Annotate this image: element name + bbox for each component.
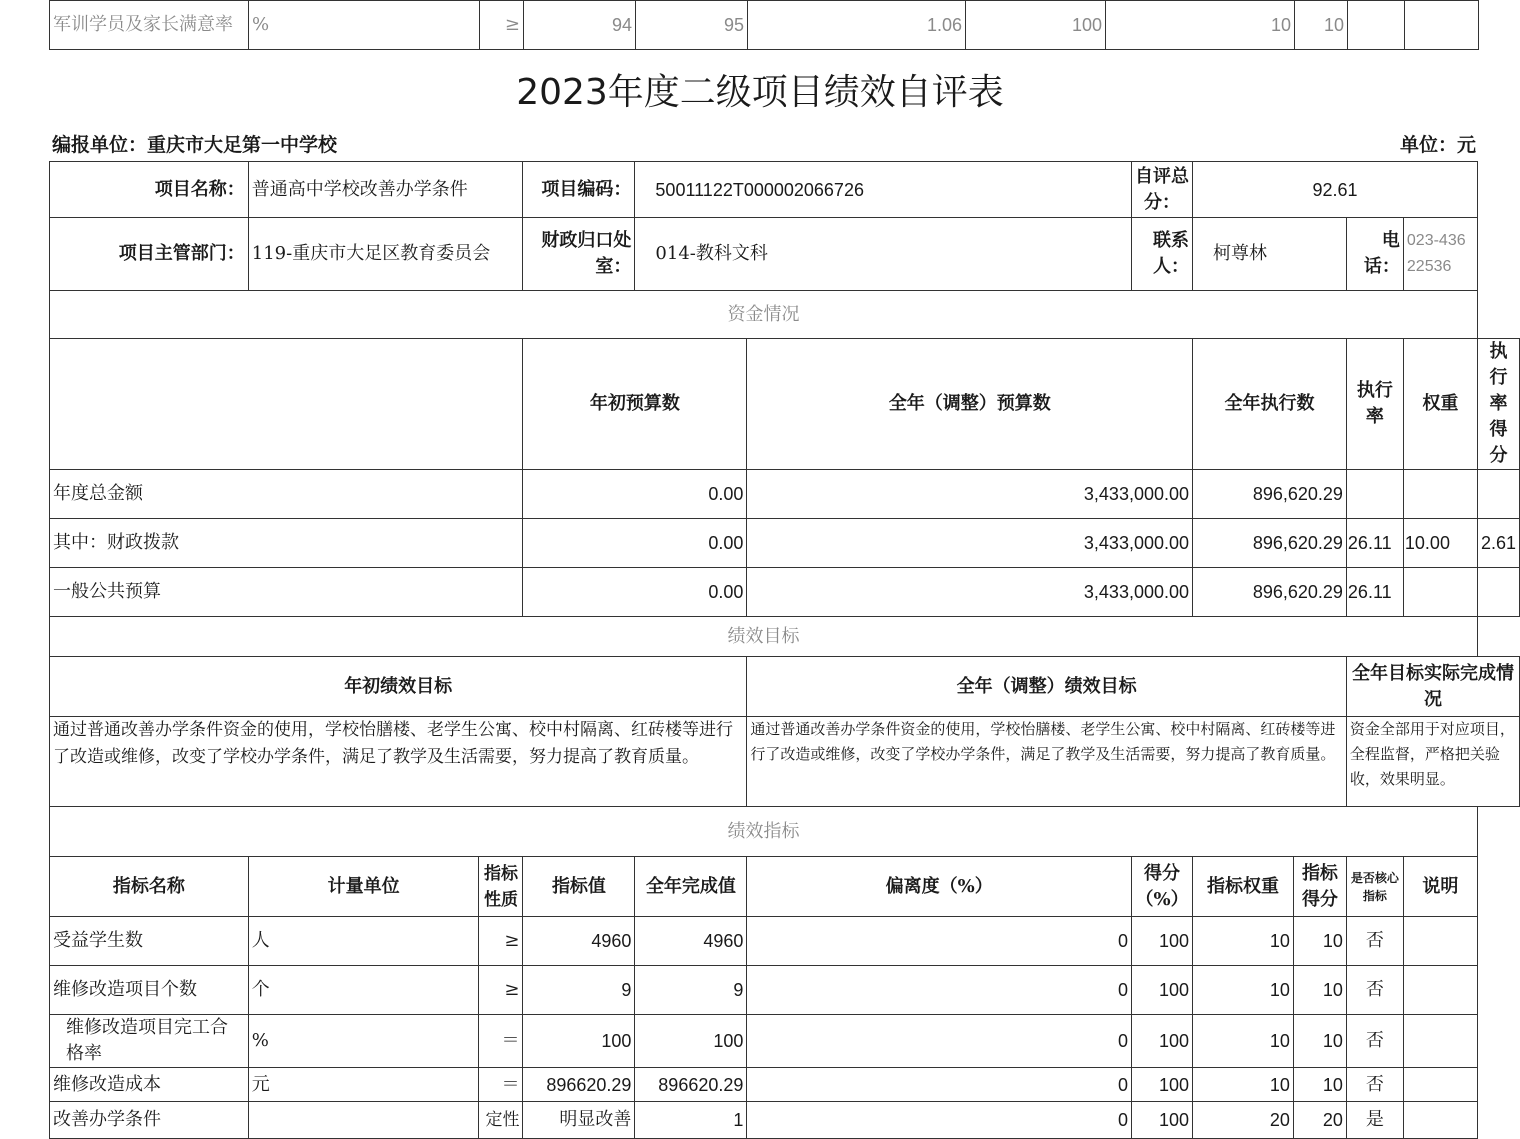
self-score-label: 自评总分： <box>1132 162 1193 218</box>
indicator-name: 维修改造成本 <box>50 1068 249 1102</box>
indicator-actual: 4960 <box>635 917 747 966</box>
indicator-weight: 10 <box>1193 1068 1294 1102</box>
indicator-earned: 20 <box>1293 1102 1346 1139</box>
indicators-header-row <box>50 857 1520 917</box>
report-unit: 编报单位：重庆市大足第一中学校 <box>52 134 338 156</box>
table-row <box>50 1102 1520 1139</box>
funds-row-label: 其中：财政拨款 <box>50 519 523 568</box>
funds-header-weight: 权重 <box>1403 339 1477 470</box>
dept-label: 项目主管部门： <box>50 218 249 291</box>
indicator-deviation: 0 <box>747 1068 1132 1102</box>
ind-header-weight: 指标权重 <box>1193 857 1294 917</box>
table-row <box>50 470 1520 519</box>
indicator-note <box>1403 1102 1477 1139</box>
continuation-table <box>49 0 1479 50</box>
indicator-deviation: 1.06 <box>748 1 966 50</box>
funds-section-row <box>50 291 1520 339</box>
goals-actual-text: 资金全部用于对应项目，全程监督，严格把关验收，效果明显。 <box>1346 717 1519 807</box>
indicator-nature: ≥ <box>479 917 523 966</box>
funds-rate-score <box>1477 568 1519 617</box>
indicator-actual: 95 <box>636 1 748 50</box>
indicators-section-row <box>50 807 1520 857</box>
project-code-label: 项目编码： <box>523 162 635 218</box>
goals-header-actual: 全年目标实际完成情况 <box>1346 657 1519 717</box>
table-row <box>50 519 1520 568</box>
project-row-2 <box>50 218 1520 291</box>
table-row <box>50 1015 1520 1068</box>
table-row <box>50 568 1520 617</box>
goals-section-row <box>50 617 1520 657</box>
indicator-target: 94 <box>524 1 636 50</box>
page-title: 2023年度二级项目绩效自评表 <box>516 72 1004 113</box>
indicator-deviation: 0 <box>747 1102 1132 1139</box>
indicator-weight: 10 <box>1193 966 1294 1015</box>
project-name-label: 项目名称： <box>50 162 249 218</box>
goals-initial-text: 通过普通改善办学条件资金的使用，学校怡膳楼、老学生公寓、校中村隔离、红砖楼等进行了改造或维修，改变了学校办学条件，满足了教学及生活需要，努力提高了教育质量。 <box>50 717 747 807</box>
contact-person: 柯尊林 <box>1193 218 1347 291</box>
indicator-core: 否 <box>1346 1015 1403 1068</box>
funds-rate: 26.11 <box>1346 519 1403 568</box>
indicator-name: 改善办学条件 <box>50 1102 249 1139</box>
ind-header-deviation: 偏离度（%） <box>747 857 1132 917</box>
indicator-core: 否 <box>1346 1068 1403 1102</box>
indicator-core <box>1348 1 1405 50</box>
indicator-unit <box>248 1102 479 1139</box>
indicator-target: 896620.29 <box>523 1068 635 1102</box>
indicator-name: 受益学生数 <box>50 917 249 966</box>
indicator-nature: ＝ <box>479 1068 523 1102</box>
funds-row-label: 一般公共预算 <box>50 568 523 617</box>
funds-section-title: 资金情况 <box>50 291 1478 339</box>
indicator-score: 100 <box>1132 1015 1193 1068</box>
indicator-name: 维修改造项目完工合格率 <box>50 1015 249 1068</box>
indicator-weight: 10 <box>1193 1015 1294 1068</box>
funds-initial: 0.00 <box>523 568 747 617</box>
indicator-score: 100 <box>1132 917 1193 966</box>
indicator-score: 100 <box>1132 966 1193 1015</box>
funds-header-blank <box>50 339 523 470</box>
indicator-score: 100 <box>1132 1102 1193 1139</box>
indicator-earned: 10 <box>1295 1 1348 50</box>
phone-label: 电话： <box>1346 218 1403 291</box>
indicator-note <box>1403 917 1477 966</box>
finance-office: 014-教科文科 <box>635 218 1132 291</box>
ind-header-note: 说明 <box>1403 857 1477 917</box>
project-name: 普通高中学校改善办学条件 <box>248 162 523 218</box>
ind-header-core: 是否核心指标 <box>1346 857 1403 917</box>
indicator-nature: ＝ <box>479 1015 523 1068</box>
indicator-note <box>1403 966 1477 1015</box>
contact-label: 联系人： <box>1132 218 1193 291</box>
funds-header-row <box>50 339 1520 470</box>
funds-initial: 0.00 <box>523 470 747 519</box>
indicator-deviation: 0 <box>747 1015 1132 1068</box>
goals-header-initial: 年初绩效目标 <box>50 657 747 717</box>
funds-executed: 896,620.29 <box>1193 519 1347 568</box>
ind-header-score: 得分（%） <box>1132 857 1193 917</box>
indicator-earned: 10 <box>1293 966 1346 1015</box>
funds-executed: 896,620.29 <box>1193 470 1347 519</box>
funds-row-label: 年度总金额 <box>50 470 523 519</box>
funds-header-initial: 年初预算数 <box>523 339 747 470</box>
project-row-1 <box>50 162 1520 218</box>
table-row <box>50 1068 1520 1102</box>
funds-weight: 10.00 <box>1403 519 1477 568</box>
indicator-earned: 10 <box>1293 1068 1346 1102</box>
indicator-target: 100 <box>523 1015 635 1068</box>
indicator-core: 否 <box>1346 917 1403 966</box>
indicator-name: 维修改造项目个数 <box>50 966 249 1015</box>
indicator-target: 明显改善 <box>523 1102 635 1139</box>
goals-adjusted-text: 通过普通改善办学条件资金的使用，学校怡膳楼、老学生公寓、校中村隔离、红砖楼等进行了改造或维修，改变了学校办学条件，满足了教学及生活需要，努力提高了教育质量。 <box>747 717 1347 807</box>
ind-header-name: 指标名称 <box>50 857 249 917</box>
funds-header-rate: 执行率 <box>1346 339 1403 470</box>
ind-header-target: 指标值 <box>523 857 635 917</box>
funds-header-rate-score: 执行率得分 <box>1477 339 1519 470</box>
funds-header-executed: 全年执行数 <box>1193 339 1347 470</box>
indicator-actual: 100 <box>635 1015 747 1068</box>
dept: 119-重庆市大足区教育委员会 <box>248 218 523 291</box>
goals-header-row <box>50 657 1520 717</box>
funds-weight <box>1403 568 1477 617</box>
indicator-note <box>1403 1015 1477 1068</box>
indicator-nature: ≥ <box>479 966 523 1015</box>
ind-header-unit: 计量单位 <box>248 857 479 917</box>
indicator-unit: % <box>248 1015 479 1068</box>
indicator-unit: 个 <box>248 966 479 1015</box>
funds-adjusted: 3,433,000.00 <box>747 470 1193 519</box>
indicator-unit: 人 <box>248 917 479 966</box>
indicator-note <box>1403 1068 1477 1102</box>
funds-rate <box>1346 470 1403 519</box>
funds-rate: 26.11 <box>1346 568 1403 617</box>
self-score: 92.61 <box>1193 162 1478 218</box>
indicator-earned: 10 <box>1293 917 1346 966</box>
indicator-weight: 10 <box>1193 917 1294 966</box>
indicator-name: 军训学员及家长满意率 <box>50 1 249 50</box>
funds-adjusted: 3,433,000.00 <box>747 568 1193 617</box>
funds-adjusted: 3,433,000.00 <box>747 519 1193 568</box>
indicator-score: 100 <box>1132 1068 1193 1102</box>
finance-label: 财政归口处室： <box>523 218 635 291</box>
indicator-core: 是 <box>1346 1102 1403 1139</box>
table-row <box>50 1 1479 50</box>
indicator-deviation: 0 <box>747 966 1132 1015</box>
funds-executed: 896,620.29 <box>1193 568 1347 617</box>
indicator-actual: 9 <box>635 966 747 1015</box>
funds-weight <box>1403 470 1477 519</box>
indicator-target: 4960 <box>523 917 635 966</box>
table-row <box>50 917 1520 966</box>
ind-header-actual: 全年完成值 <box>635 857 747 917</box>
project-code: 50011122T000002066726 <box>635 162 1132 218</box>
indicator-actual: 1 <box>635 1102 747 1139</box>
funds-initial: 0.00 <box>523 519 747 568</box>
indicator-target: 9 <box>523 966 635 1015</box>
indicator-nature: 定性 <box>479 1102 523 1139</box>
phone: 023-43622536 <box>1403 218 1477 291</box>
indicator-score: 100 <box>966 1 1106 50</box>
indicators-section-title: 绩效指标 <box>50 807 1478 857</box>
ind-header-earned: 指标得分 <box>1293 857 1346 917</box>
indicator-note <box>1405 1 1479 50</box>
currency-unit: 单位：元 <box>1399 134 1476 156</box>
funds-header-adjusted: 全年（调整）预算数 <box>747 339 1193 470</box>
funds-rate-score <box>1477 470 1519 519</box>
goals-body-row <box>50 717 1520 807</box>
goals-header-adjusted: 全年（调整）绩效目标 <box>747 657 1347 717</box>
indicator-core: 否 <box>1346 966 1403 1015</box>
goals-section-title: 绩效目标 <box>50 617 1478 657</box>
ind-header-nature: 指标性质 <box>479 857 523 917</box>
table-row <box>50 966 1520 1015</box>
indicator-unit: % <box>249 1 480 50</box>
indicator-nature: ≥ <box>480 1 524 50</box>
indicator-unit: 元 <box>248 1068 479 1102</box>
indicator-weight: 20 <box>1193 1102 1294 1139</box>
indicator-weight: 10 <box>1106 1 1295 50</box>
funds-rate-score: 2.61 <box>1477 519 1519 568</box>
performance-table <box>49 161 1520 1139</box>
indicator-earned: 10 <box>1293 1015 1346 1068</box>
indicator-deviation: 0 <box>747 917 1132 966</box>
indicator-actual: 896620.29 <box>635 1068 747 1102</box>
